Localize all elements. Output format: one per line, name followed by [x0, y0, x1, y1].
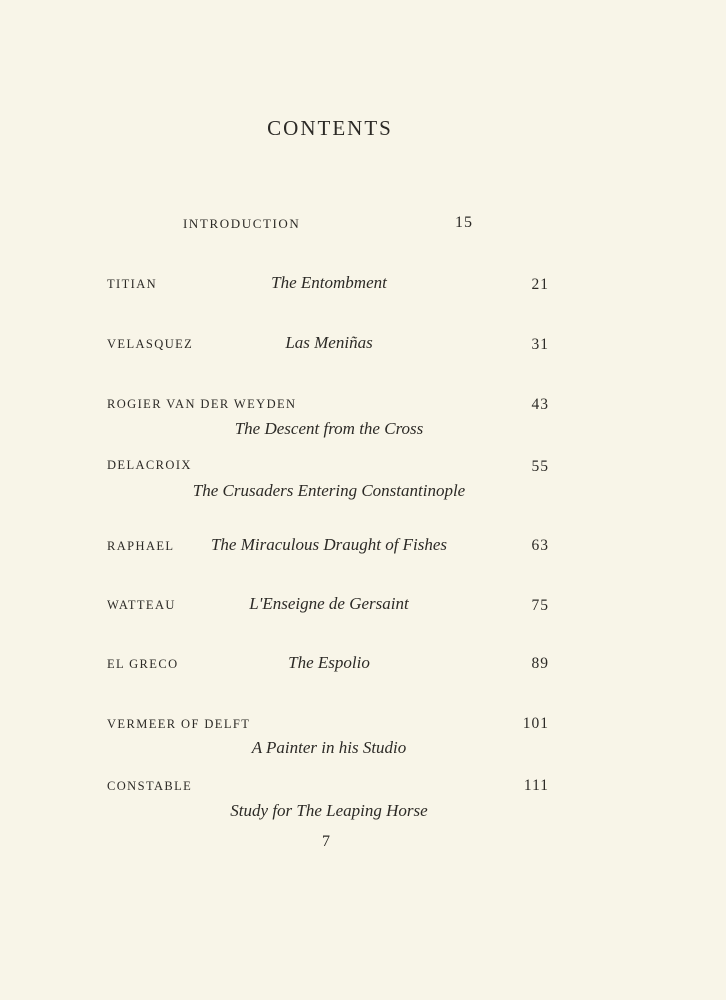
entry-artist-weyden: ROGIER VAN DER WEYDEN — [107, 397, 297, 411]
entry-work-velasquez: Las Meniñas — [285, 333, 373, 352]
entry-page-velasquez: 31 — [531, 336, 549, 353]
entry-work-weyden: The Descent from the Cross — [234, 419, 424, 438]
page-title: CONTENTS — [267, 116, 393, 140]
entry-work-constable: Study for The Leaping Horse — [230, 801, 428, 820]
page-folio-number: 7 — [322, 833, 330, 850]
entry-work-watteau: L'Enseigne de Gersaint — [249, 594, 409, 613]
entry-artist-watteau: WATTEAU — [107, 598, 176, 612]
introduction-page-number: 15 — [455, 214, 473, 231]
entry-artist-constable: CONSTABLE — [107, 779, 193, 793]
entry-page-delacroix: 55 — [531, 458, 549, 475]
entry-artist-vermeer: VERMEER OF DELFT — [107, 717, 251, 731]
entry-work-raphael: The Miraculous Draught of Fishes — [210, 535, 448, 554]
entry-page-raphael: 63 — [531, 537, 549, 554]
entry-artist-raphael: RAPHAEL — [107, 539, 175, 553]
entry-page-weyden: 43 — [531, 396, 549, 413]
entry-page-constable: 111 — [523, 777, 549, 794]
entry-page-el-greco: 89 — [531, 655, 549, 672]
entry-work-titian: The Entombment — [271, 273, 387, 292]
entry-artist-el-greco: EL GRECO — [107, 657, 179, 671]
entry-work-vermeer: A Painter in his Studio — [251, 738, 407, 757]
entry-artist-velasquez: VELASQUEZ — [107, 337, 194, 351]
introduction-label: INTRODUCTION — [183, 216, 301, 231]
entry-artist-titian: TITIAN — [107, 277, 158, 291]
entry-artist-delacroix: DELACROIX — [107, 458, 192, 472]
entry-page-watteau: 75 — [531, 597, 549, 614]
entry-work-delacroix: The Crusaders Entering Constantinople — [192, 481, 466, 500]
entry-page-titian: 21 — [531, 276, 549, 293]
entry-work-el-greco: The Espolio — [288, 653, 370, 672]
entry-page-vermeer: 101 — [522, 715, 549, 732]
